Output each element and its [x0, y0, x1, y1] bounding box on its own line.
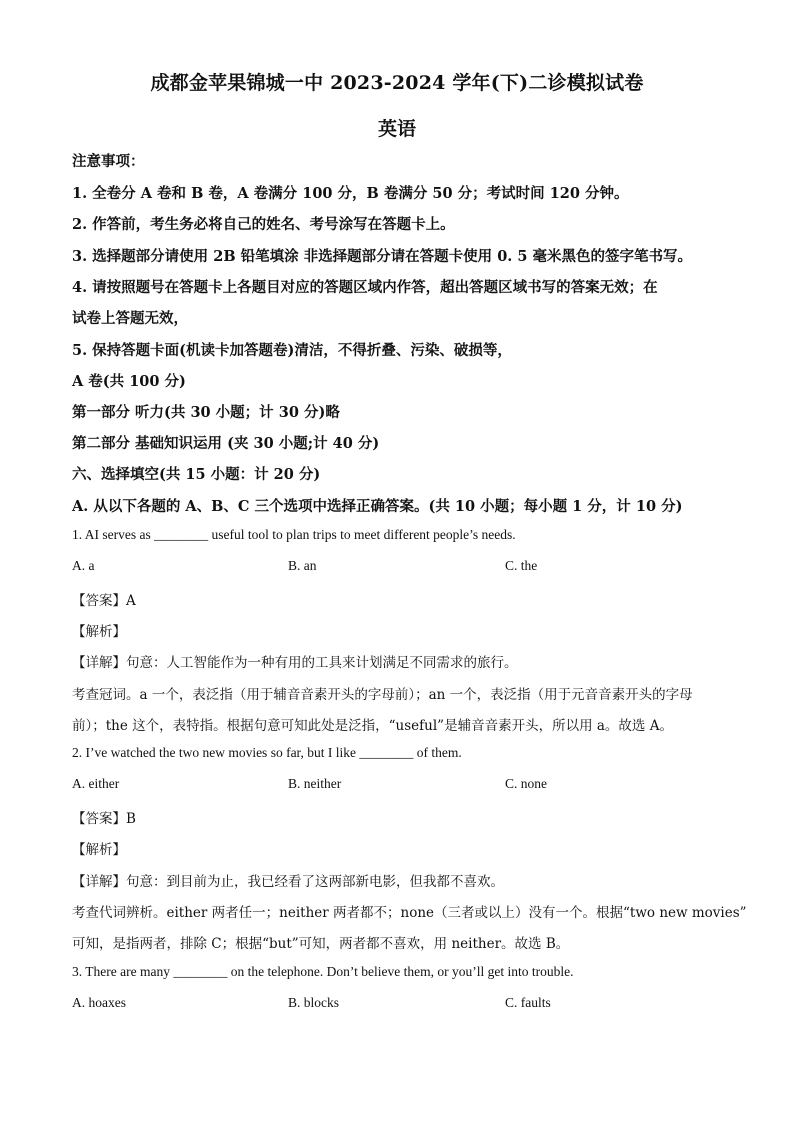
analysis-label: 【解析】 — [72, 624, 126, 640]
question-stem: 3. There are many ________ on the telephone. Don’t believe them, or you’ll get into trouble. — [72, 964, 574, 979]
answer-label: 【答案】A — [72, 593, 136, 609]
subject-title: 英语 — [377, 118, 416, 140]
exam-title: 成都金苹果锦城一中 2023-2024 学年(下)二诊模拟试卷 — [150, 72, 644, 94]
partA-heading: A. 从以下各题的 A、B、C 三个选项中选择正确答案。(共 10 小题；每小题 1 分，计 10 分) — [72, 498, 683, 515]
note-item: 1. 全卷分 A 卷和 B 卷，A 卷满分 100 分，B 卷满分 50 分；考试时间 120 分钟。 — [72, 185, 629, 202]
note-item: 2. 作答前，考生务必将自己的姓名、考号涂写在答题卡上。 — [72, 216, 455, 233]
detail-line: 【详解】句意：到目前为止，我已经看了这两部新电影，但我都不喜欢。 — [72, 874, 504, 890]
note-item: 5. 保持答题卡面(机读卡加答题卷)清洁，不得折叠、污染、破损等， — [72, 342, 512, 359]
note-item: 4. 请按照题号在答题卡上各题目对应的答题区域内作答，超出答题区域书写的答案无效；在 — [72, 279, 658, 296]
option-c: C. faults — [505, 995, 551, 1010]
question-stem: 2. I’ve watched the two new movies so far, but I like ________ of them. — [72, 745, 462, 760]
question-stem: 1. AI serves as ________ useful tool to plan trips to meet different people’s needs. — [72, 527, 516, 542]
detail-line: 考查冠词。a 一个，表泛指（用于辅音音素开头的字母前）；an 一个，表泛指（用于元音音素开头的字母 — [72, 687, 693, 703]
option-b: B. an — [288, 558, 317, 573]
detail-line: 考查代词辨析。either 两者任一；neither 两者都不；none（三者或以上）没有一个。根据“two new movies” — [72, 905, 747, 921]
note-item: 3. 选择题部分请使用 2B 铅笔填涂 非选择题部分请在答题卡使用 0. 5 毫米黑色的签字笔书写。 — [72, 248, 693, 265]
option-a: A. either — [72, 776, 120, 791]
part2-heading: 第二部分 基础知识运用 (夹 30 小题;计 40 分) — [72, 435, 380, 452]
part1-heading: 第一部分 听力(共 30 小题；计 30 分)略 — [72, 404, 340, 421]
answer-label: 【答案】B — [72, 811, 136, 827]
analysis-label: 【解析】 — [72, 842, 126, 858]
notes-heading: 注意事项： — [72, 153, 145, 170]
option-b: B. neither — [288, 776, 342, 791]
detail-line: 前）；the 这个，表特指。根据句意可知此处是泛指，“useful”是辅音音素开头，所以用 a。故选 A。 — [72, 718, 673, 734]
option-c: C. the — [505, 558, 538, 573]
option-a: A. hoaxes — [72, 995, 126, 1010]
option-c: C. none — [505, 776, 547, 791]
detail-line: 可知，是指两者，排除 C；根据“but”可知，两者都不喜欢，用 neither。故选 B。 — [72, 936, 570, 952]
option-b: B. blocks — [288, 995, 340, 1010]
note-item: 试卷上答题无效， — [72, 310, 188, 327]
option-a: A. a — [72, 558, 95, 573]
a-paper-heading: A 卷(共 100 分) — [72, 373, 186, 390]
part6-heading: 六、选择填空(共 15 小题：计 20 分) — [72, 466, 321, 483]
detail-line: 【详解】句意：人工智能作为一种有用的工具来计划满足不同需求的旅行。 — [72, 655, 518, 671]
